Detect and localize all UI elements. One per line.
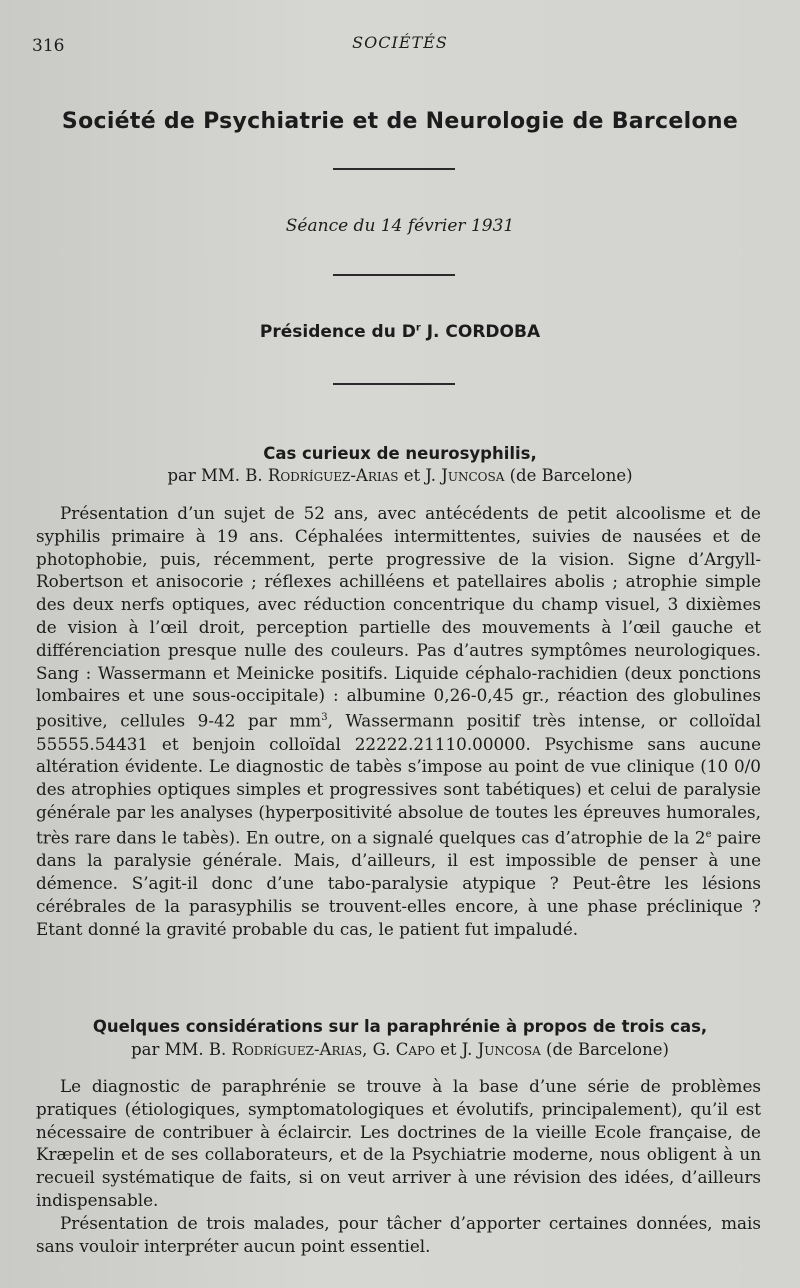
article-2-title: Quelques considérations sur la paraphrénie à propos de trois cas, <box>92 1017 708 1036</box>
article-2-body <box>36 1075 761 1257</box>
presidency-sup: r <box>415 322 421 334</box>
superscript: 3 <box>321 712 328 724</box>
byline-place: (de Barcelone) <box>509 466 633 485</box>
byline-sep: et J. <box>440 1040 473 1059</box>
superscript: e <box>705 828 712 840</box>
text-run: Présentation d’un sujet de 52 ans, avec antécédents de petit alcoolisme et de syphilis primaire à 19 ans. Céphalées intermittentes, suivies de nausées et de photophobie, puis, récemment, perte progressive de la vision. Signe d’Argyll-Robertson et anisocorie ; réflexes achilléens et patellaires abolis ; atrophie simple des deux nerfs optiques, avec réduction concentrique du champ visuel, 3 dixièmes de vision à l’œil droit, perception partielle des mouvements à l’œil gauche et différenciation presque nulle des couleurs. Pas d’autres symptômes neurologiques. Sang : Wassermann et Meinicke positifs. Liquide céphalo-rachidien (deux ponctions lombaires et une sous-occipitale) : albumine 0,26-0,45 gr., réaction des globulines positive, cellules 9-42 par mm <box>36 503 761 731</box>
article-1-body <box>36 502 761 940</box>
article-1-byline <box>0 466 800 485</box>
author-name: Rodríguez-Arias <box>267 466 399 485</box>
author-name: Juncosa <box>477 1040 541 1059</box>
text-run: , Wassermann positif très intense, or colloïdal 55555.54431 et benjoin colloïdal 22222.21110.00000. Psychisme sans aucune altération évidente. Le diagnostic de tabès s’impose au point de vue clinique (10 0/0 des atrophies optiques simples et progressives sont tabétiques) et celui de paralysie générale par les analyses (hyperpositivité absolue de toutes les épreuves humorales, très rare dans le tabès). En outre, on a signalé quelques cas d’atrophie de la 2 <box>36 710 761 848</box>
presidency-prefix: Présidence du D <box>259 322 416 342</box>
byline-par: par MM. B. <box>131 1040 227 1059</box>
presidency-line <box>0 322 800 342</box>
page-number: 316 <box>32 36 65 56</box>
byline-et: et J. <box>403 466 436 485</box>
byline-sep: , G. <box>362 1040 391 1059</box>
article-1-paragraph <box>36 502 761 940</box>
president-name: J. CORDOBA <box>426 322 541 342</box>
session-date: Séance du 14 février 1931 <box>285 216 515 236</box>
separator-rule <box>333 274 455 276</box>
author-name: Capo <box>395 1040 435 1059</box>
article-2-byline <box>0 1040 800 1059</box>
byline-place: (de Barcelone) <box>546 1040 669 1059</box>
byline-par: par MM. B. <box>167 466 263 485</box>
article-2-paragraph: Présentation de trois malades, pour tâcher d’apporter certaines données, mais sans vouloir interpréter aucun point essentiel. <box>36 1212 761 1256</box>
society-title: Société de Psychiatrie et de Neurologie de Barcelone <box>61 109 739 134</box>
separator-rule <box>333 168 455 170</box>
author-name: Juncosa <box>441 466 505 485</box>
text-run: paire dans la paralysie générale. Mais, d’ailleurs, il est impossible de penser à une démence. S’agit-il donc d’une tabo-paralysie atypique ? Peut-être les lésions cérébrales de la parasyphilis se trouvent-elles encore, à une phase préclinique ? Etant donné la gravité probable du cas, le patient fut impaludé. <box>36 827 761 939</box>
separator-rule <box>333 383 455 385</box>
running-head: SOCIÉTÉS <box>352 33 448 52</box>
article-1-title: Cas curieux de neurosyphilis, <box>263 444 537 463</box>
author-name: Rodríguez-Arias <box>231 1040 363 1059</box>
article-2-paragraph: Le diagnostic de paraphrénie se trouve à la base d’une série de problèmes pratiques (étiologiques, symptomatologiques et évolutifs, principalement), qu’il est nécessaire de contribuer à éclaircir. Les doctrines de la vieille Ecole française, de Kræpelin et de ses collaborateurs, et de la Psychiatrie moderne, nous obligent à un recueil systématique de faits, si on veut arriver à une révision des idées, d’ailleurs indispensable. <box>36 1076 761 1210</box>
